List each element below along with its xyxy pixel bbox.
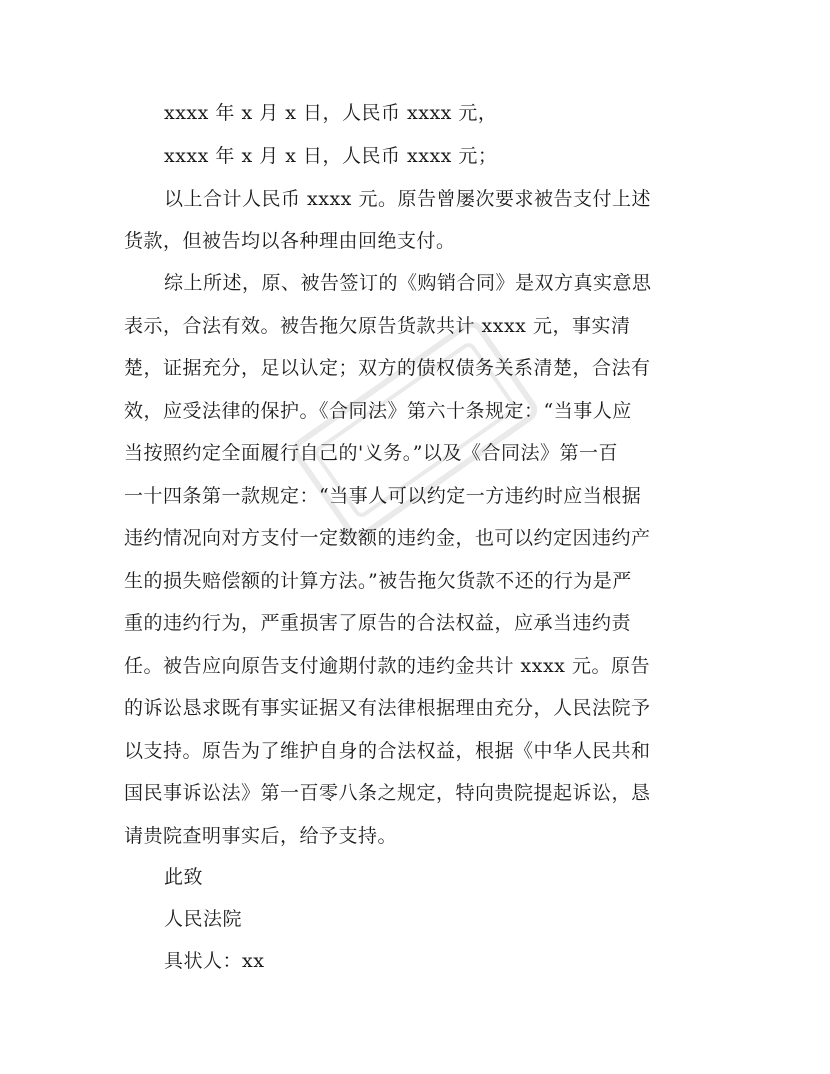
paragraph-line: 当按照约定全面履行自己的'义务。”以及《合同法》第一百 <box>124 442 618 464</box>
paragraph-line: 楚，证据充分，足以认定；双方的债权债务关系清楚，合法有 <box>124 357 651 379</box>
paragraph-line: 以支持。原告为了维护自身的合法权益，根据《中华人民共和 <box>124 740 651 762</box>
paragraph-line: 生的损失赔偿额的计算方法。”被告拖欠货款不还的行为是严 <box>124 570 632 592</box>
watermark <box>286 315 543 545</box>
recipient-court: 人民法院 <box>164 908 243 930</box>
closing-salutation: 此致 <box>164 866 204 888</box>
paragraph-line: 一十四条第一款规定：“当事人可以约定一方违约时应当根据 <box>124 485 642 507</box>
paragraph-line: 以上合计人民币 xxxx 元。原告曾屡次要求被告支付上述 <box>164 188 651 210</box>
paragraph-line: 货款，但被告均以各种理由回绝支付。 <box>124 230 456 252</box>
paragraph-line: 重的违约行为，严重损害了原告的合法权益，应承当违约责 <box>124 612 632 634</box>
paragraph-line: 任。被告应向原告支付逾期付款的违约金共计 xxxx 元。原告 <box>124 655 650 677</box>
paragraph-line: 的诉讼恳求既有事实证据又有法律根据理由充分，人民法院予 <box>124 697 651 719</box>
paragraph-line: 请贵院查明事实后，给予支持。 <box>124 825 398 847</box>
paragraph-line: 效，应受法律的保护。《合同法》第六十条规定：“当事人应 <box>124 400 632 422</box>
payment-line-1: xxxx 年 x 月 x 日，人民币 xxxx 元， <box>164 102 498 124</box>
payment-line-2: xxxx 年 x 月 x 日，人民币 xxxx 元； <box>164 145 498 167</box>
signatory: 具状人：xx <box>164 950 265 972</box>
paragraph-line: 违约情况向对方支付一定数额的违约金，也可以约定因违约产 <box>124 527 651 549</box>
paragraph-line: 表示，合法有效。被告拖欠原告货款共计 xxxx 元，事实清 <box>124 315 631 337</box>
paragraph-line: 国民事诉讼法》第一百零八条之规定，特向贵院提起诉讼，恳 <box>124 782 651 804</box>
paragraph-line: 综上所述，原、被告签订的《购销合同》是双方真实意思 <box>164 272 652 294</box>
